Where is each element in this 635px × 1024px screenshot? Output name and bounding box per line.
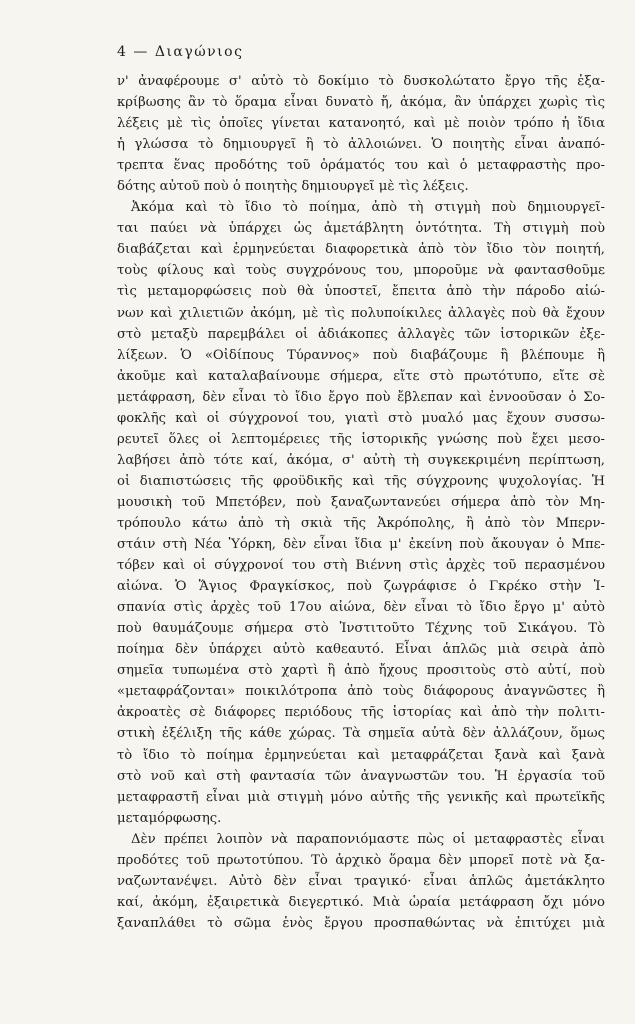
text-line: σημεῖα τυπωμένα στὸ χαρτὶ ἢ ἀπὸ ἤχους προσιτοὺς στὸ αὐτί, ποὺ [117,663,605,679]
text-line: στὸ μεταξὺ παρεμβάλει οἱ ἀδιάκοπες ἀλλαγὲς τῶν ἱστορικῶν ἐξε- [117,326,605,342]
text-line: τρόπουλο κάτω ἀπὸ τὴ σκιὰ τῆς Ἀκρόπολης, ἢ ἀπὸ τὸν Μπερν- [117,515,605,531]
text-line: διαβάζεται καὶ ἑρμηνεύεται διαφορετικὰ ἀπὸ τὸν ἴδιο τὸν ποιητή, [117,242,605,258]
text-line: τόβεν καὶ οἱ σύγχρονοί του στὴ Βιέννη στὶς ἀρχὲς τοῦ περασμένου [117,558,605,574]
running-title: Διαγώνιος [154,44,244,60]
text-line: Ἀκόμα καὶ τὸ ἴδιο τὸ ποίημα, ἀπὸ τὴ στιγμὴ ποὺ δημιουργεῖ- [131,200,605,216]
text-line: φοκλῆς καὶ οἱ σύγχρονοί του, γιατὶ στὸ μυαλό μας ἔχουν συσσω- [117,410,605,426]
text-line: κρίβωσης ἂν τὸ ὅραμα εἶναι δυνατὸ ἤ, ἀκόμα, ἂν ὑπάρχει χωρὶς τὶς [117,95,605,111]
page-number: 4 [117,44,128,60]
text-line: σπανία στὶς ἀρχὲς τοῦ 17ου αἰώνα, δὲν εἶναι τὸ ἴδιο ἔργο μ' αὐτὸ [117,600,605,616]
text-line: δότης αὐτοῦ ποὺ ὁ ποιητὴς δημιουργεῖ μὲ τὶς λέξεις. [117,179,469,195]
text-line: τοὺς φίλους καὶ τοὺς συγχρόνους του, μποροῦμε νὰ φαντασθοῦμε [117,263,605,279]
text-line: ν' ἀναφέρουμε σ' αὐτὸ τὸ δοκίμιο τὸ δυσκολώτατο ἔργο τῆς ἐξα- [117,74,605,89]
text-line: μεταμόρφωσης. [117,810,222,826]
text-line: ξαναπλάθει τὸ σῶμα ἑνὸς ἔργου προσπαθώντας νὰ ἐπιτύχει μιὰ [117,915,605,931]
text-line: ἀκοῦμε καὶ καταλαβαίνουμε σήμερα, εἴτε στὸ πρωτότυπο, εἴτε σὲ [117,368,605,384]
text-line: στάιν στὴ Νέα Ὑόρκη, δὲν εἶναι ἴδια μ' ἐκείνη ποὺ ἄκουγαν ὁ Μπε- [117,537,605,553]
text-line: ἀκροατὲς σὲ διάφορες περιόδους τῆς ἱστορίας καὶ ἀπὸ τὴν πολιτι- [117,705,605,721]
text-line: λίξεων. Ὁ «Οἰδίπους Τύραννος» ποὺ διαβάζουμε ἢ βλέπουμε ἢ [117,347,605,363]
body-text [117,71,605,934]
text-line: καί, ἀκόμη, ἐξαιρετικὰ διεγερτικό. Μιὰ ὡραία μετάφραση ὄχι μόνο [117,894,605,910]
text-line: μετάφραση, δὲν εἶναι τὸ ἴδιο ἔργο ποὺ ἔβλεπαν καὶ ἐννοοῦσαν ὁ Σο- [117,389,605,405]
text-line: λαβήσει ἀπὸ τότε καί, ἀκόμα, σ' αὐτὴ τὴ συγκεκριμένη περίπτωση, [117,452,605,468]
text-line: τὸ ἴδιο τὸ ποίημα ἑρμηνεύεται καὶ μεταφράζεται ξανὰ καὶ ξανὰ [117,747,605,763]
text-line: τρεπτα ἕνας προδότης τοῦ ὁράματός του καὶ ὁ μεταφραστὴς προ- [117,158,605,174]
text-line: ναζωντανέψει. Αὐτὸ δὲν εἶναι τραγικό· εἶναι ἁπλῶς ἀμετάκλητο [117,873,605,889]
text-line: «μεταφράζονται» ποικιλότροπα ἀπὸ τοὺς διάφορους ἀναγνῶστες ἢ [117,684,605,700]
paragraph [117,829,605,934]
text-line: ρευτεῖ ὅλες οἱ λεπτομέρειες τῆς ἱστορικῆς γνώσης ποὺ ἔχει μεσο- [117,431,605,447]
text-line: λέξεις μὲ τὶς ὁποῖες γίνεται κατανοητό, καὶ μὲ ποιὸν τρόπο ἡ ἴδια [117,116,605,132]
text-line: τὶς μεταμορφώσεις ποὺ θὰ ὑποστεῖ, ἔπειτα ἀπὸ τὴν πάροδο αἰώ- [117,284,605,300]
text-line: μουσικὴ τοῦ Μπετόβεν, ποὺ ξαναζωντανεύει σήμερα ἀπὸ τὸν Μη- [117,494,605,510]
text-line: στὸ νοῦ καὶ στὴ φαντασία τῶν ἀναγνωστῶν του. Ἡ ἐργασία τοῦ [117,768,605,784]
header-separator: — [133,44,149,60]
text-line: ποὺ θαυμάζουμε σήμερα στὸ Ἰνστιτοῦτο Τέχνης τοῦ Σικάγου. Τὸ [117,621,605,637]
text-line: αἰώνα. Ὁ Ἅγιος Φραγκίσκος, ποὺ ζωγράφισε ὁ Γκρέκο στὴν Ἱ- [117,579,605,595]
text-line: ποίημα δὲν ὑπάρχει αὐτὸ καθεαυτό. Εἶναι ἁπλῶς μιὰ σειρὰ ἀπὸ [117,642,605,658]
text-line: ται παύει νὰ ὑπάρχει ὡς ἀμετάβλητη ὀντότητα. Τὴ στιγμὴ ποὺ [117,221,605,237]
text-line: μεταφραστῆ εἶναι μιὰ στιγμὴ μόνο αὐτῆς τῆς γενικῆς καὶ πρωτεϊκῆς [117,789,605,805]
text-line: ἡ γλώσσα τὸ δημιουργεῖ ἢ τὸ ἀλλοιώνει. Ὁ ποιητὴς εἶναι ἀναπό- [117,137,605,153]
text-line: στικὴ ἐξέλιξη τῆς κάθε χώρας. Τὰ σημεῖα αὐτὰ δὲν ἀλλάζουν, ὅμως [117,726,605,742]
text-line: νων καὶ χιλιετιῶν ἀκόμη, μὲ τὶς πολυποίκιλες ἀλλαγὲς ποὺ θὰ ἔχουν [117,305,605,321]
text-line: οἱ διαπιστώσεις τῆς φροϋδικῆς καὶ τῆς σύγχρονης ψυχολογίας. Ἡ [117,473,605,489]
text-line: Δὲν πρέπει λοιπὸν νὰ παραπονιόμαστε πὼς οἱ μεταφραστὲς εἶναι [131,831,605,847]
running-header [117,44,243,60]
paragraph [117,197,605,828]
text-line: προδότες τοῦ πρωτοτύπου. Τὸ ἀρχικὸ ὅραμα δὲν μπορεῖ ποτὲ νὰ ξα- [117,852,605,868]
paragraph [117,71,605,197]
